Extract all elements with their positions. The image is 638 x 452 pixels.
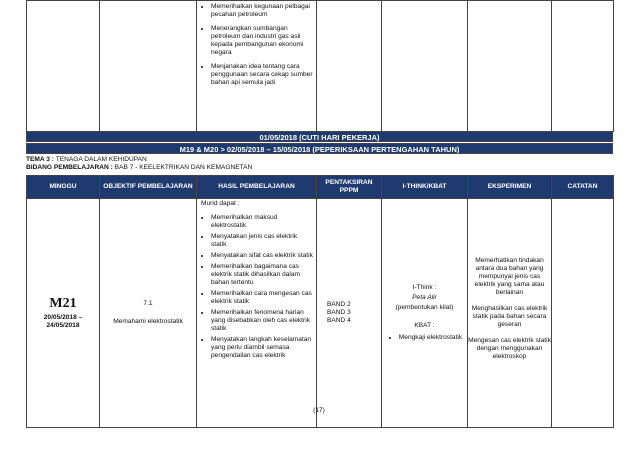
exam-banner: M19 & M20 > 02/05/2018 – 15/05/2018 (PEPERIKSAAN PERTENGAHAN TAHUN)	[26, 143, 613, 154]
list-item: • Menjanakan idea tentang cara penggunaan secara cekap sumber bahan api semula jadi	[211, 63, 316, 87]
learning-area-line	[26, 164, 252, 172]
table-row	[27, 199, 614, 428]
experiment-item: Menghasilkan cas elektrik statik pada bahan secara geseran	[471, 305, 548, 328]
cell-assessment	[317, 1, 382, 132]
outcome-list	[197, 3, 316, 87]
header-objective: OBJEKTIF PEMBELAJARAN	[100, 176, 197, 199]
cell-notes	[552, 199, 614, 428]
cell-ithink	[382, 1, 468, 132]
list-item: • Memerihalkan maksud elektrostatik	[211, 214, 314, 230]
experiment-item: Mengesan cas elektrik statik dengan menggunakan elektroskop	[468, 337, 551, 360]
kbat-title: KBAT :	[414, 322, 435, 329]
header-ithink: I-THINK/KBAT	[382, 176, 468, 199]
header-assessment: PENTAKSIRAN PPPM	[317, 176, 382, 199]
cell-objective	[100, 1, 197, 132]
cell-notes	[552, 1, 614, 132]
cell-experiment	[468, 199, 552, 428]
list-item: • Memerihalkan fenomena harian yang disebabkan oleh cas elektrik statik	[211, 309, 314, 333]
experiment-item: Memerhatikan tindakan antara dua bahan yang mempunyai jenis cas elektrik yang sama atau berlainan	[474, 257, 545, 296]
table-row	[27, 1, 614, 132]
cell-week	[27, 1, 100, 132]
theme-value: TENAGA DALAM KEHIDUPAN	[55, 156, 147, 163]
lesson-plan-table	[26, 175, 614, 428]
page-number: (17)	[313, 407, 325, 414]
ithink-note: (pembentukan kilat)	[395, 304, 454, 311]
cell-assessment	[317, 199, 382, 428]
cell-ithink	[382, 199, 468, 428]
header-notes: CATATAN	[552, 176, 614, 199]
band-label: BAND 3	[327, 309, 351, 316]
list-item: • Memerihalkan cara mengesan cas elektrik statik	[211, 290, 314, 306]
ithink-map: Peta Alir	[412, 294, 437, 301]
list-item: • Memerihalkan bagaimana cas elektrik statik dihasilkan dalam bahan tertentu	[211, 263, 314, 287]
holiday-banner: 01/05/2018 (CUTI HARI PEKERJA)	[26, 131, 613, 142]
week-dates: 20/05/2018 – 24/05/2018	[43, 314, 83, 329]
list-item: • Menyatakan sifat cas elektrik statik	[211, 252, 314, 260]
theme-label: TEMA 3 :	[26, 156, 54, 163]
cell-objective	[100, 199, 197, 428]
header-outcomes: HASIL PEMBELAJARAN	[197, 176, 317, 199]
objective-number: 7.1	[143, 300, 153, 307]
learning-area-value: BAB 7 - KEELEKTRIKAN DAN KEMAGNETAN	[114, 164, 253, 171]
outcome-list	[197, 214, 316, 360]
list-item: • Menyatakan langkah keselamatan yang perlu diambil semasa pengendalian cas elektrik	[211, 336, 314, 360]
list-item: • Menyatakan jenis cas elektrik statik	[211, 233, 314, 249]
kbat-list	[387, 334, 462, 342]
outcomes-intro: Murid dapat :	[201, 200, 240, 207]
cell-outcomes	[197, 199, 317, 428]
objective-text: Memahami elektrostatik	[113, 318, 183, 325]
previous-week-table	[26, 0, 614, 132]
cell-week	[27, 199, 100, 428]
list-item: • Mengkaji elektrostatik	[399, 334, 462, 342]
list-item: • Menerangkan sumbangan petroleum dan industri gas asli kepada pembangunan ekonomi negara	[211, 25, 316, 57]
header-experiment: EKSPERIMEN	[468, 176, 552, 199]
ithink-title: I-Think :	[412, 284, 437, 291]
header-week: MINGGU	[27, 176, 100, 199]
cell-outcomes	[197, 1, 317, 132]
band-label: BAND 4	[327, 317, 351, 324]
week-number: M21	[49, 296, 77, 311]
list-item: • Memerihalkan kegunaan pelbagai pecahan petroleum	[211, 3, 316, 19]
cell-experiment	[468, 1, 552, 132]
theme-line	[26, 156, 147, 164]
band-label: BAND 2	[327, 301, 351, 308]
learning-area-label: BIDANG PEMBELAJARAN :	[26, 164, 113, 171]
header-row	[27, 176, 614, 199]
